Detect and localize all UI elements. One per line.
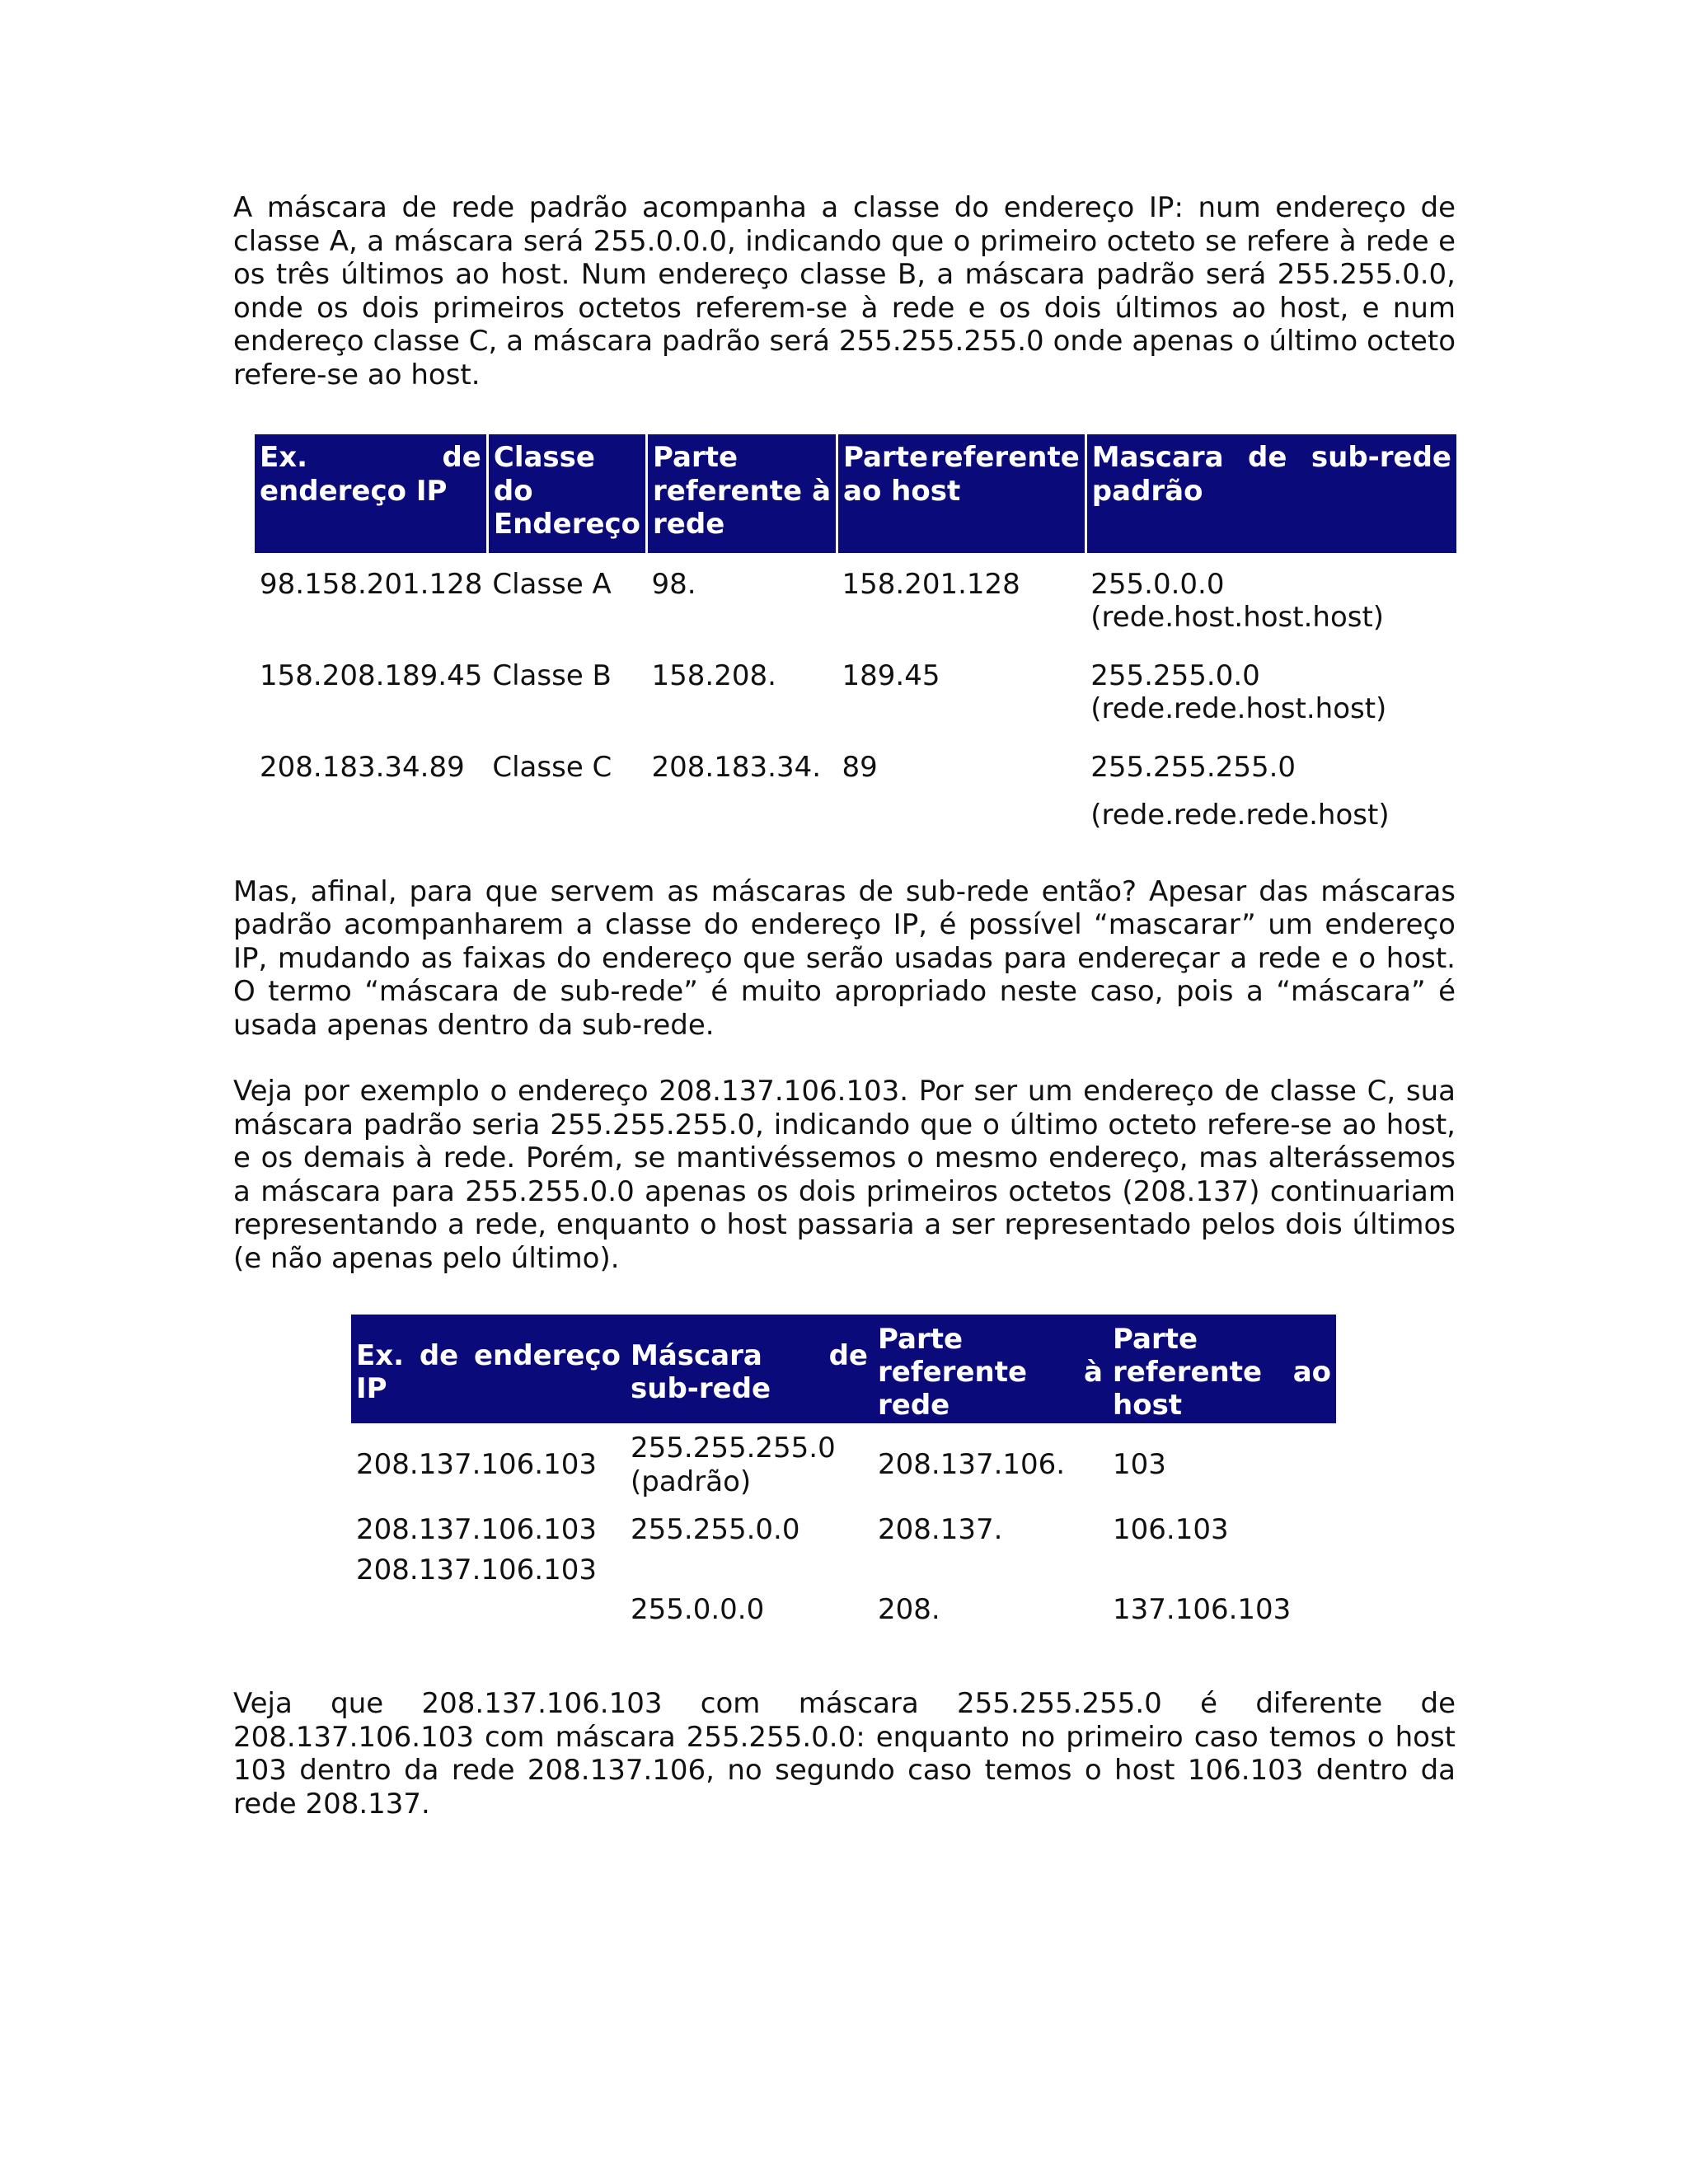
cell-address: 208.137.106.103 bbox=[356, 1448, 598, 1482]
custom-mask-table bbox=[351, 1315, 1336, 1633]
header-network-part: Parte referente à rede bbox=[873, 1315, 1108, 1423]
header-subnet-mask: Máscara de sub-rede bbox=[626, 1315, 873, 1423]
conclusion-paragraph: Veja que 208.137.106.103 com máscara 255.255.255.0 é diferente de 208.137.106.103 com máscara 255.255.0.0: enquanto no primeiro caso temos o host 103 dentro da rede 208.137.106, no segundo caso temos o host 106.103 dentro da rede 208.137. bbox=[233, 1687, 1456, 1821]
cell-host: 137.106.103 bbox=[1113, 1592, 1292, 1626]
header-address: Ex. de endereço IP bbox=[255, 434, 487, 553]
default-mask-table bbox=[255, 434, 1456, 842]
cell-host: 106.103 bbox=[1113, 1513, 1229, 1546]
cell-mask: 255.255.0.0 bbox=[631, 1513, 800, 1546]
cell-network: 208.137. bbox=[878, 1513, 1003, 1546]
header-address: Ex. de endereço IP bbox=[351, 1315, 626, 1423]
cell-mask: 255.255.0.0 (rede.rede.host.host) bbox=[1090, 658, 1387, 725]
cell-address: 208.137.106.103 bbox=[356, 1513, 598, 1546]
table-header-row bbox=[351, 1315, 1336, 1423]
cell-address: 158.208.189.45 bbox=[260, 658, 483, 692]
cell-network: 158.208. bbox=[651, 658, 776, 692]
table-header-row bbox=[255, 434, 1456, 553]
header-default-mask: Mascara de sub-rede padrão bbox=[1085, 434, 1456, 553]
cell-class: Classe A bbox=[492, 567, 612, 601]
cell-address: 208.137.106.103 bbox=[356, 1553, 598, 1586]
cell-network: 208.137.106. bbox=[878, 1448, 1066, 1482]
table-row bbox=[255, 736, 1456, 842]
subnet-purpose-paragraph: Mas, afinal, para que servem as máscaras de sub-rede então? Apesar das máscaras padrão acompanharem a classe do endereço IP, é possível “mascarar” um endereço IP, mudando as faixas do endereço que serão usadas para endereçar a rede e o host. O termo “máscara de sub-rede” é muito apropriado neste caso, pois a “máscara” é usada apenas dentro da sub-rede. bbox=[233, 874, 1456, 1042]
cell-class: Classe C bbox=[492, 750, 612, 784]
cell-address: 98.158.201.128 bbox=[260, 567, 483, 601]
table-row bbox=[351, 1423, 1336, 1505]
header-class: Classe do Endereço bbox=[487, 434, 646, 553]
cell-network: 208. bbox=[878, 1592, 940, 1626]
cell-host: 103 bbox=[1113, 1448, 1166, 1482]
table-row bbox=[351, 1505, 1336, 1554]
cell-network: 98. bbox=[651, 567, 696, 601]
cell-mask: 255.255.255.0 (rede.rede.rede.host) bbox=[1090, 750, 1390, 832]
intro-paragraph: A máscara de rede padrão acompanha a classe do endereço IP: num endereço de classe A, a máscara será 255.0.0.0, indicando que o primeiro octeto se refere à rede e os três últimos ao host. Num endereço classe B, a máscara padrão será 255.255.0.0, onde os dois primeiros octetos referem-se à rede e os dois últimos ao host, e num endereço classe C, a máscara padrão será 255.255.255.0 onde apenas o último octeto refere-se ao host. bbox=[233, 191, 1456, 391]
example-paragraph: Veja por exemplo o endereço 208.137.106.103. Por ser um endereço de classe C, sua máscara padrão seria 255.255.255.0, indicando que o último octeto refere-se ao host, e os demais à rede. Porém, se mantivéssemos o mesmo endereço, mas alterássemos a máscara para 255.255.0.0 apenas os dois primeiros octetos (208.137) continuariam representando a rede, enquanto o host passaria a ser representado pelos dois últimos (e não apenas pelo último). bbox=[233, 1075, 1456, 1275]
header-host-part: Parte referente ao host bbox=[837, 434, 1086, 553]
cell-mask: 255.255.255.0 (padrão) bbox=[631, 1432, 836, 1498]
cell-address: 208.183.34.89 bbox=[260, 750, 465, 784]
document-page bbox=[233, 191, 1456, 1821]
cell-class: Classe B bbox=[492, 658, 612, 692]
table-row bbox=[255, 644, 1456, 736]
cell-mask: 255.0.0.0 (rede.host.host.host) bbox=[1090, 567, 1385, 634]
cell-host: 158.201.128 bbox=[842, 567, 1020, 601]
cell-host: 189.45 bbox=[842, 658, 940, 692]
cell-network: 208.183.34. bbox=[651, 750, 822, 784]
header-network-part: Parte referente à rede bbox=[647, 434, 837, 553]
cell-host: 89 bbox=[842, 750, 878, 784]
header-host-part: Parte referente ao host bbox=[1108, 1315, 1336, 1423]
cell-mask: 255.0.0.0 bbox=[631, 1592, 765, 1626]
table-row bbox=[351, 1554, 1336, 1633]
table-row bbox=[255, 553, 1456, 644]
